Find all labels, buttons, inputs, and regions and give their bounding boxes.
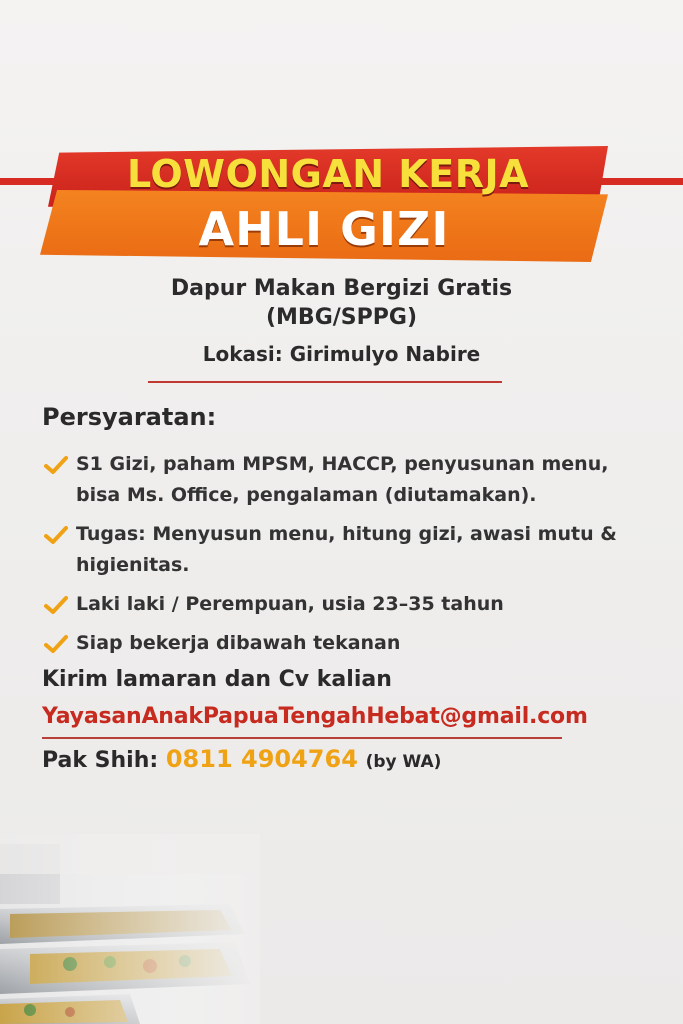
requirement-item bbox=[42, 589, 642, 620]
requirement-item bbox=[42, 449, 642, 511]
requirement-text: Tugas: Menyusun menu, hitung gizi, awasi mutu & higienitas. bbox=[76, 523, 617, 576]
requirement-item bbox=[42, 628, 642, 659]
check-icon bbox=[44, 634, 68, 654]
requirement-text: S1 Gizi, paham MPSM, HACCP, penyusunan menu, bisa Ms. Office, pengalaman (diutamakan). bbox=[76, 453, 609, 506]
check-icon bbox=[44, 595, 68, 615]
employer-name: Dapur Makan Bergizi Gratis bbox=[170, 276, 513, 301]
employer-abbr: (MBG/SPPG) bbox=[265, 305, 417, 330]
requirement-text: Laki laki / Perempuan, usia 23–35 tahun bbox=[76, 593, 504, 615]
apply-instruction: Kirim lamaran dan Cv kalian bbox=[42, 667, 392, 692]
banner-title-line1: LOWONGAN KERJA bbox=[126, 152, 530, 196]
location: Lokasi: Girimulyo Nabire bbox=[202, 342, 481, 366]
contact-label: Pak Shih: bbox=[42, 748, 159, 773]
requirement-item bbox=[42, 519, 642, 581]
banner-title-line2: AHLI GIZI bbox=[198, 202, 450, 256]
food-trays-image bbox=[0, 834, 260, 1024]
requirements-list bbox=[42, 449, 642, 667]
check-icon bbox=[44, 455, 68, 475]
phone-number[interactable]: 0811 4904764 bbox=[165, 745, 358, 773]
phone-note: (by WA) bbox=[365, 752, 442, 772]
contact-line bbox=[42, 745, 441, 773]
requirement-text: Siap bekerja dibawah tekanan bbox=[76, 632, 401, 654]
check-icon bbox=[44, 525, 68, 545]
requirements-heading: Persyaratan: bbox=[42, 403, 217, 431]
divider bbox=[148, 381, 502, 383]
divider bbox=[42, 737, 562, 739]
email-link[interactable]: YayasanAnakPapuaTengahHebat@gmail.com bbox=[42, 704, 588, 729]
